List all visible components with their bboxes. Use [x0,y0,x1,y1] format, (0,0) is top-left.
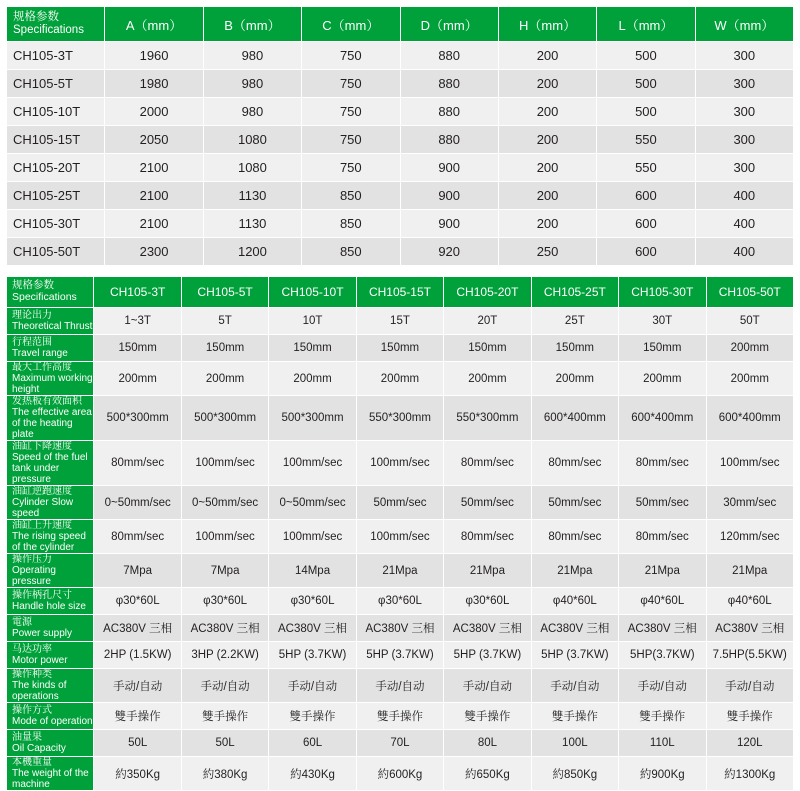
spec-row-label-en: The rising speed of the cylinder [12,531,86,553]
spec-cell: 約600Kg [356,757,443,791]
spec-cell: 21Mpa [619,554,706,588]
spec-row-label [7,441,94,486]
spec-cell: 120L [706,730,794,757]
spec-cell: 手动/自动 [356,669,443,703]
spec-header-cn: 规格参数 [12,279,54,292]
spec-cell: 雙手操作 [619,703,706,730]
table-row [7,396,794,441]
spec-cell: 100mm/sec [269,520,356,554]
spec-cell: φ30*60L [444,588,531,615]
spec-cell: 0~50mm/sec [94,486,181,520]
spec-cell: AC380V 三相 [444,615,531,642]
dimension-cell: 880 [400,98,498,126]
spec-cell: AC380V 三相 [531,615,618,642]
dimension-cell: 880 [400,42,498,70]
spec-cell: 手动/自动 [181,669,268,703]
spec-cell: 雙手操作 [444,703,531,730]
dimension-cell: 900 [400,154,498,182]
dimension-cell: 300 [695,98,793,126]
spec-row-label [7,757,94,791]
model-name: CH105-3T [7,42,105,70]
spec-row-label [7,642,94,669]
table-row [7,588,794,615]
table-row [7,126,794,154]
dimension-cell: 500 [597,70,695,98]
model-column-header: CH105-25T [531,277,618,308]
dimensions-column-header: D（mm） [400,7,498,42]
dimension-cell: 850 [302,182,400,210]
spec-row-label [7,362,94,396]
dimension-cell: 600 [597,238,695,266]
table-row [7,703,794,730]
dimension-cell: 2100 [105,210,203,238]
spec-cell: 7Mpa [94,554,181,588]
table-row [7,210,794,238]
spec-cell: 14Mpa [269,554,356,588]
dimension-cell: 750 [302,154,400,182]
table-row [7,335,794,362]
spec-cell: 150mm [619,335,706,362]
dimension-cell: 250 [498,238,596,266]
spec-cell: 120mm/sec [706,520,794,554]
spec-row-label-cn: 操作种类 [12,669,52,680]
spec-cell: 80mm/sec [444,520,531,554]
dimension-cell: 1130 [203,182,301,210]
spec-row-label-cn: 油缸逆跑速度 [12,486,72,497]
spec-cell: 5HP (3.7KW) [531,642,618,669]
model-column-header: CH105-30T [619,277,706,308]
spec-row-label-en: Motor power [12,655,68,666]
spec-cell: 雙手操作 [356,703,443,730]
dimension-cell: 400 [695,182,793,210]
table-row [7,154,794,182]
dimension-cell: 1130 [203,210,301,238]
spec-cell: 100L [531,730,618,757]
spec-cell: 手动/自动 [94,669,181,703]
spec-cell: 80mm/sec [531,441,618,486]
spec-cell: 200mm [356,362,443,396]
spec-cell: 1~3T [94,308,181,335]
spec-row-label-en: Maximum working height [12,373,93,395]
spec-cell: 60L [269,730,356,757]
spec-cell: 80mm/sec [619,520,706,554]
dimension-cell: 600 [597,182,695,210]
spec-cell: 30mm/sec [706,486,794,520]
model-name: CH105-50T [7,238,105,266]
spec-row-label [7,396,94,441]
model-name: CH105-15T [7,126,105,154]
spec-cell: AC380V 三相 [269,615,356,642]
spec-cell: 200mm [269,362,356,396]
dimension-cell: 500 [597,98,695,126]
spec-row-label-cn: 马达功率 [12,644,52,655]
table-header-row [7,7,794,42]
spec-row-label-cn: 理论出力 [12,310,52,321]
spec-cell: 150mm [181,335,268,362]
model-name: CH105-5T [7,70,105,98]
spec-row-label-en: Operating pressure [12,565,56,587]
spec-cell: 80mm/sec [531,520,618,554]
spec-cell: 雙手操作 [94,703,181,730]
dimension-cell: 550 [597,154,695,182]
dimension-cell: 980 [203,98,301,126]
dimension-cell: 1080 [203,154,301,182]
spec-row-label-cn: 行程范围 [12,337,52,348]
spec-row-label [7,588,94,615]
spec-header-en: Specifications [12,291,77,303]
spec-cell: 手动/自动 [619,669,706,703]
spec-row-label-cn: 本機重量 [12,757,52,768]
spec-cell: 150mm [531,335,618,362]
spec-cell: φ40*60L [531,588,618,615]
table-row [7,42,794,70]
spec-cell: 約900Kg [619,757,706,791]
model-column-header: CH105-5T [181,277,268,308]
model-column-header: CH105-3T [94,277,181,308]
spec-cell: 70L [356,730,443,757]
dimension-cell: 300 [695,126,793,154]
spec-cell: 200mm [444,362,531,396]
table-row [7,308,794,335]
spec-header-en: Specifications [13,24,84,36]
spec-row-label [7,486,94,520]
table-row [7,486,794,520]
dimension-cell: 750 [302,126,400,154]
table-row [7,520,794,554]
spec-cell: AC380V 三相 [94,615,181,642]
spec-cell: 550*300mm [444,396,531,441]
table-row [7,98,794,126]
spec-cell: AC380V 三相 [706,615,794,642]
spec-row-label-en: Handle hole size [12,601,86,612]
dimensions-table [6,6,794,266]
spec-cell: 50mm/sec [444,486,531,520]
table-row [7,70,794,98]
spec-cell: 200mm [706,335,794,362]
table-row [7,554,794,588]
spec-row-label-cn: 发热板有效面积 [12,396,82,407]
dimension-cell: 400 [695,210,793,238]
spec-header-cn: 规格参数 [13,11,59,24]
spec-cell: 50T [706,308,794,335]
dimension-cell: 1960 [105,42,203,70]
model-name: CH105-20T [7,154,105,182]
spec-cell: 50L [94,730,181,757]
table-row [7,362,794,396]
spec-cell: 25T [531,308,618,335]
spec-cell: 100mm/sec [706,441,794,486]
dimension-cell: 200 [498,210,596,238]
spec-cell: 500*300mm [181,396,268,441]
spec-cell: 21Mpa [444,554,531,588]
dimension-cell: 880 [400,126,498,154]
table-row [7,238,794,266]
spec-row-label [7,554,94,588]
spec-row-label [7,615,94,642]
dimension-cell: 900 [400,182,498,210]
dimension-cell: 550 [597,126,695,154]
spec-row-label-en: Oil Capacity [12,743,66,754]
spec-cell: 0~50mm/sec [269,486,356,520]
spec-cell: 50mm/sec [619,486,706,520]
spec-cell: 100mm/sec [181,520,268,554]
dimension-cell: 200 [498,70,596,98]
spec-cell: 雙手操作 [269,703,356,730]
spec-cell: 手动/自动 [444,669,531,703]
dimension-cell: 750 [302,42,400,70]
spec-row-label-cn: 電源 [12,617,32,628]
dimension-cell: 980 [203,42,301,70]
dimensions-column-header: H（mm） [498,7,596,42]
spec-cell: 200mm [531,362,618,396]
dimension-cell: 2100 [105,182,203,210]
spec-cell: 10T [269,308,356,335]
spec-cell: 雙手操作 [706,703,794,730]
spec-row-label-en: The kinds of operations [12,680,67,702]
spec-cell: 80mm/sec [94,441,181,486]
specifications-table-body [7,308,794,791]
spec-cell: 手动/自动 [269,669,356,703]
dimension-cell: 600 [597,210,695,238]
spec-cell: 100mm/sec [356,520,443,554]
spec-row-label [7,669,94,703]
spec-cell: 600*400mm [706,396,794,441]
spec-cell: 5HP (3.7KW) [444,642,531,669]
spec-cell: φ40*60L [619,588,706,615]
dimension-cell: 300 [695,70,793,98]
dimension-cell: 880 [400,70,498,98]
table-row [7,182,794,210]
model-name: CH105-10T [7,98,105,126]
dimension-cell: 2000 [105,98,203,126]
model-name: CH105-25T [7,182,105,210]
dimension-cell: 1200 [203,238,301,266]
spec-cell: 7.5HP(5.5KW) [706,642,794,669]
spec-cell: 15T [356,308,443,335]
spec-cell: φ30*60L [269,588,356,615]
spec-cell: φ30*60L [356,588,443,615]
dimensions-column-header: B（mm） [203,7,301,42]
spec-cell: 約350Kg [94,757,181,791]
model-column-header: CH105-50T [706,277,794,308]
spec-row-label [7,703,94,730]
spec-cell: 80L [444,730,531,757]
dimension-cell: 850 [302,238,400,266]
spec-row-label-cn: 最大工作高度 [12,362,72,373]
dimension-cell: 200 [498,154,596,182]
table-header-row [7,277,794,308]
spec-row-label-en: Cylinder Slow speed [12,497,74,519]
spec-cell: 600*400mm [531,396,618,441]
spec-cell: 手动/自动 [706,669,794,703]
spec-cell: AC380V 三相 [181,615,268,642]
spec-cell: 150mm [269,335,356,362]
spec-row-label-en: Mode of operation [12,716,93,727]
spec-cell: 2HP (1.5KW) [94,642,181,669]
spec-cell: AC380V 三相 [356,615,443,642]
spec-cell: 5HP (3.7KW) [356,642,443,669]
spec-cell: φ30*60L [94,588,181,615]
spec-cell: 600*400mm [619,396,706,441]
dimensions-column-header: W（mm） [695,7,793,42]
spec-row-label-en: The effective area of the heating plate [12,407,92,440]
dimension-cell: 300 [695,154,793,182]
spec-cell: 50L [181,730,268,757]
table-row [7,441,794,486]
dimension-cell: 1980 [105,70,203,98]
spec-row-label-en: Theoretical Thrust [12,321,93,332]
spec-row-label [7,335,94,362]
specifications-table-header [7,277,794,308]
spec-cell: 200mm [706,362,794,396]
spec-cell: 約650Kg [444,757,531,791]
dimension-cell: 2300 [105,238,203,266]
spec-cell: 5HP (3.7KW) [269,642,356,669]
spec-row-label-cn: 操作柄孔尺寸 [12,590,72,601]
spec-cell: 雙手操作 [531,703,618,730]
spec-cell: 80mm/sec [619,441,706,486]
dimension-cell: 500 [597,42,695,70]
spec-row-label-cn: 操作方式 [12,705,52,716]
spec-row-label [7,308,94,335]
model-name: CH105-30T [7,210,105,238]
spec-row-label-en: Power supply [12,628,73,639]
dimension-cell: 400 [695,238,793,266]
spec-cell: 5T [181,308,268,335]
spec-row-label [7,520,94,554]
spec-cell: φ30*60L [181,588,268,615]
spec-row-label-cn: 油缸上升速度 [12,520,72,531]
spec-cell: 50mm/sec [531,486,618,520]
spec-cell: 0~50mm/sec [181,486,268,520]
dimensions-spec-header [7,7,105,42]
spec-cell: 500*300mm [269,396,356,441]
spec-cell: 110L [619,730,706,757]
dimension-cell: 200 [498,126,596,154]
spec-cell: 550*300mm [356,396,443,441]
spec-cell: 50mm/sec [356,486,443,520]
spec-cell: 約850Kg [531,757,618,791]
spec-cell: AC380V 三相 [619,615,706,642]
spec-cell: 30T [619,308,706,335]
dimension-cell: 750 [302,70,400,98]
spec-cell: 5HP(3.7KW) [619,642,706,669]
spec-row-label-cn: 油缸下降速度 [12,441,72,452]
spec-row-label-cn: 油量果 [12,732,42,743]
table-row [7,757,794,791]
dimension-cell: 200 [498,42,596,70]
spec-cell: 約1300Kg [706,757,794,791]
spec-row-label-en: Travel range [12,348,68,359]
dimension-cell: 200 [498,182,596,210]
table-row [7,642,794,669]
spec-row-label-cn: 操作压力 [12,554,52,565]
dimensions-table-body [7,42,794,266]
spec-cell: 100mm/sec [181,441,268,486]
dimension-cell: 750 [302,98,400,126]
spec-cell: 21Mpa [531,554,618,588]
model-column-header: CH105-20T [444,277,531,308]
spec-cell: 150mm [94,335,181,362]
spec-row-label [7,730,94,757]
dimension-cell: 1080 [203,126,301,154]
table-row [7,615,794,642]
model-column-header: CH105-10T [269,277,356,308]
dimensions-table-header [7,7,794,42]
dimension-cell: 850 [302,210,400,238]
specifications-table [6,276,794,791]
spec-cell: 80mm/sec [444,441,531,486]
spec-cell: 21Mpa [706,554,794,588]
dimension-cell: 2100 [105,154,203,182]
spec-cell: 150mm [444,335,531,362]
table-row [7,669,794,703]
spec-cell: 21Mpa [356,554,443,588]
dimension-cell: 980 [203,70,301,98]
model-column-header: CH105-15T [356,277,443,308]
dimension-cell: 900 [400,210,498,238]
spec-cell: 80mm/sec [94,520,181,554]
spec-row-label-en: Speed of the fuel tank under pressure [12,452,88,485]
dimension-cell: 920 [400,238,498,266]
spec-cell: 100mm/sec [269,441,356,486]
dimensions-column-header: C（mm） [302,7,400,42]
spec-row-label-en: The weight of the machine [12,768,89,790]
specifications-spec-header [7,277,94,308]
spec-cell: 150mm [356,335,443,362]
spec-cell: 手动/自动 [531,669,618,703]
dimension-cell: 2050 [105,126,203,154]
spec-cell: 200mm [619,362,706,396]
dimensions-column-header: A（mm） [105,7,203,42]
spec-cell: 200mm [181,362,268,396]
spec-cell: 約380Kg [181,757,268,791]
dimension-cell: 200 [498,98,596,126]
spec-cell: 約430Kg [269,757,356,791]
spec-cell: 7Mpa [181,554,268,588]
dimension-cell: 300 [695,42,793,70]
table-row [7,730,794,757]
spec-cell: 500*300mm [94,396,181,441]
spec-cell: 20T [444,308,531,335]
spec-cell: φ40*60L [706,588,794,615]
spec-cell: 3HP (2.2KW) [181,642,268,669]
spec-cell: 200mm [94,362,181,396]
spec-cell: 100mm/sec [356,441,443,486]
dimensions-column-header: L（mm） [597,7,695,42]
spec-cell: 雙手操作 [181,703,268,730]
